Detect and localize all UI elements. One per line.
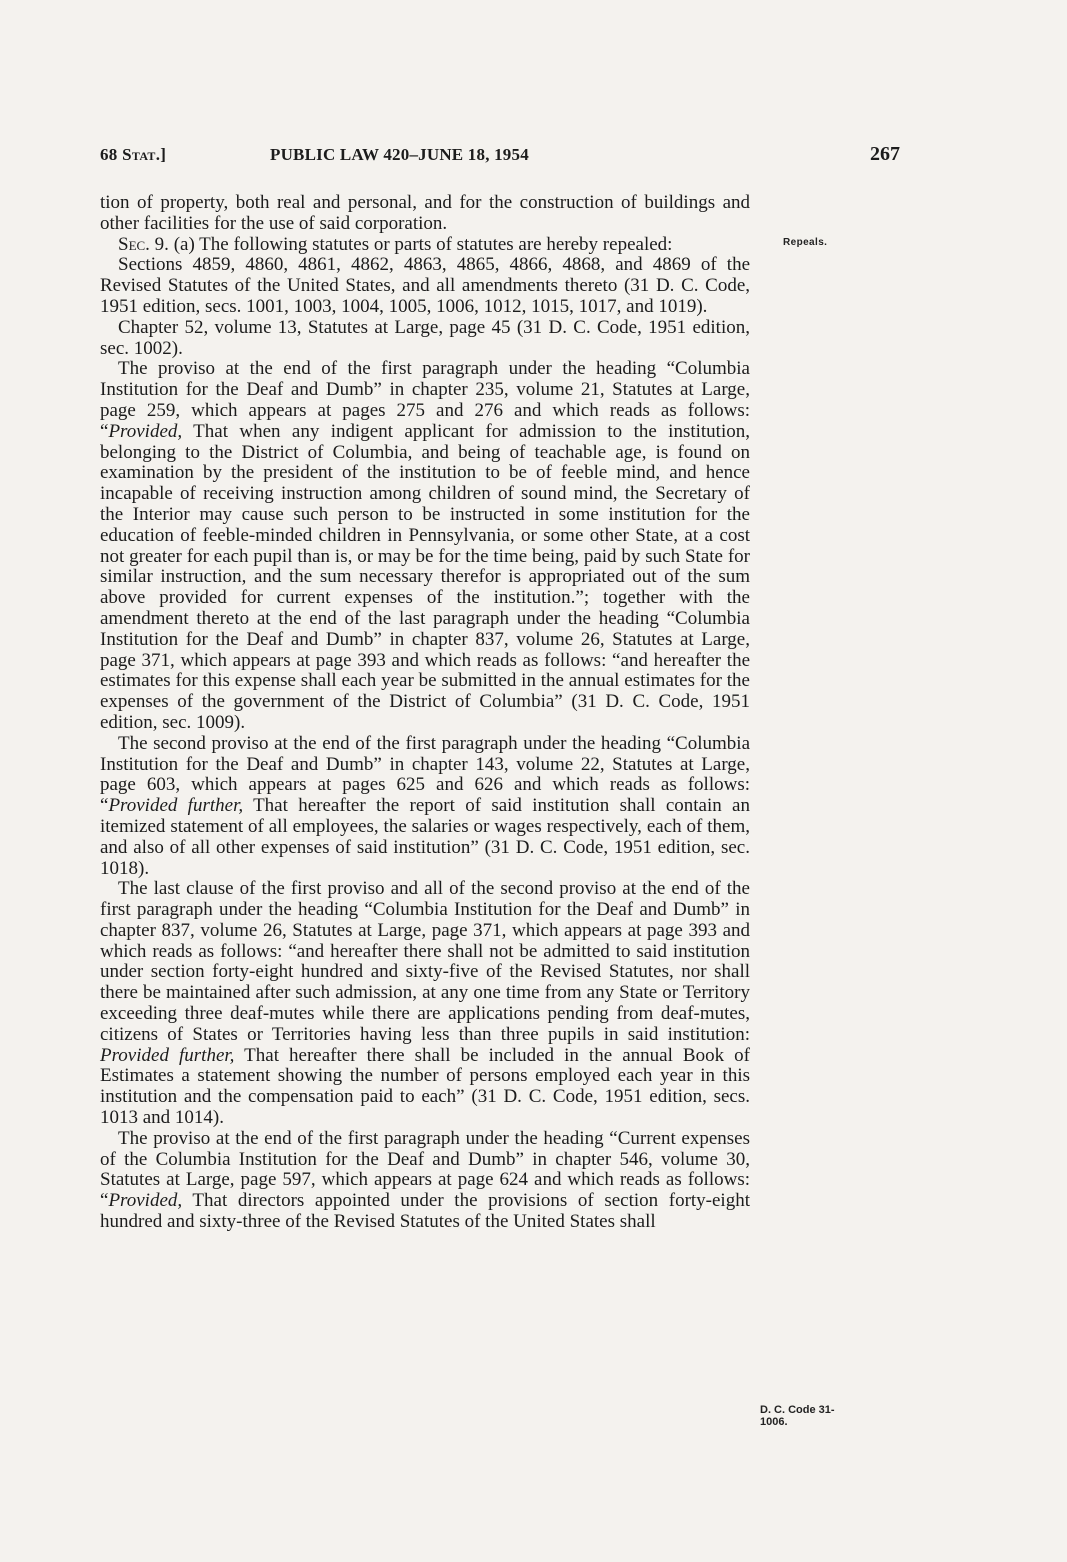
proviso-text-a: The proviso at the end of the first paragraph under the heading “Columbia Institution for the Deaf and Dumb” in chapter 235, volume 21, Statutes at Large, page 259, which appears at pages 275 and 276 and which reads as follows: “ (100, 358, 750, 442)
proviso-italic: Provided, (108, 420, 183, 442)
proviso-text-a: The second proviso at the end of the first paragraph under the heading “Columbia Institution for the Deaf and Dumb” in chapter 143, volume 22, Statutes at Large, page 603, which appears at pages 625 and 626 and which reads as follows: “ (100, 732, 750, 817)
page-number: 267 (870, 143, 900, 165)
margin-note-dc-code-line1: D. C. Code 31- (760, 1404, 835, 1416)
proviso-italic: Provided further, (108, 795, 244, 817)
paragraph-chapter-52: Chapter 52, volume 13, Statutes at Large, page 45 (31 D. C. Code, 1951 edition, sec. 1002). (100, 316, 750, 359)
section-text: (a) The following statutes or parts of statutes are hereby repealed: (168, 233, 673, 255)
proviso-italic: Provided, (108, 1190, 183, 1212)
running-header (100, 145, 900, 173)
proviso-italic: Provided further, (100, 1044, 235, 1066)
paragraph-revised-statutes: Sections 4859, 4860, 4861, 4862, 4863, 4865, 4866, 4868, and 4869 of the Revised Statutes of the United States, and all amendments thereto (31 D. C. Code, 1951 edition, secs. 1001, 1003, 1004, 1005, 1006, 1012, 1015, 1017, and 1019). (100, 254, 750, 317)
proviso-text-b: That when any indigent applicant for admission to the institution, belonging to the District of Columbia, and being of teachable age, is found on examination by the president of the institution to be of feeble mind, and hence incapable of receiving instruction among children of sound mind, the Secretary of the Interior may cause such person to be instructed in some institution for the education of feeble-minded children in Pennsylvania, or some other State, at a cost not greater for each pupil than is, or may be for the time being, paid by such State for similar instruction, and the sum necessary therefor is appropriated out of the sum above provided for current expenses of the institution.”; together with the amendment thereto at the end of the last paragraph under the heading “Columbia Institution for the Deaf and Dumb” in chapter 837, volume 26, Statutes at Large, page 371, which appears at page 393 and which reads as follows: “and hereafter the estimates for this expense shall each year be submitted in the annual estimates for the expenses of the government of the District of Columbia” (31 D. C. Code, 1951 edition, sec. 1009). (100, 420, 750, 733)
paragraph-proviso-chapter-546 (100, 1129, 750, 1233)
paragraph-proviso-chapter-143 (100, 734, 750, 880)
proviso-text-a: The last clause of the first proviso and all of the second proviso at the end of the first paragraph under the heading “Columbia Institution for the Deaf and Dumb” in chapter 837, volume 26, Statutes at Large, page 371, which appears at page 393 and which reads as follows: “and hereafter there shall not be admitted to said institution under section forty-eight hundred and sixty-five of the Revised Statutes, nor shall there be maintained after such admission, at any one time from any State or Territory exceeding three deaf-mutes while there are applications pending from deaf-mutes, citizens of States or Territories having less than three pupils in said institution: (100, 878, 750, 1045)
paragraph-proviso-chapter-837 (100, 879, 750, 1129)
law-title: PUBLIC LAW 420–JUNE 18, 1954 (270, 145, 529, 164)
paragraph-sec-9 (100, 235, 750, 256)
proviso-text-a: The proviso at the end of the first paragraph under the heading “Current expenses of the Columbia Institution for the Deaf and Dumb” in chapter 546, volume 30, Statutes at Large, page 597, which appears at page 624 and which reads as follows: “ (100, 1127, 750, 1212)
paragraph-continuation: tion of property, both real and personal, and for the construction of buildings and other facilities for the use of said corporation. (100, 192, 750, 234)
section-label: Sec. 9. (118, 233, 169, 255)
margin-note-dc-code-line2: 1006. (760, 1416, 788, 1428)
proviso-text-b: That hereafter there shall be included in the annual Book of Estimates a statement showing the number of persons employed each year in this institution and the compensation paid to each” (31 D. C. Code, 1951 edition, secs. 1013 and 1014). (100, 1044, 750, 1129)
proviso-text-b: That directors appointed under the provisions of section forty-eight hundred and sixty-three of the Revised Statutes of the United States shall (100, 1190, 750, 1233)
proviso-text-b: That hereafter the report of said institution shall contain an itemized statement of all employees, the salaries or wages respectively, each of them, and also of all other expenses of said institution” (31 D. C. Code, 1951 edition, sec. 1018). (100, 795, 750, 879)
margin-note-dc-code (760, 1404, 835, 1428)
margin-note-repeals: Repeals. (783, 237, 828, 248)
volume-citation: 68 Stat.] (100, 145, 167, 164)
paragraph-proviso-chapter-235 (100, 359, 750, 733)
statute-text (100, 193, 750, 1233)
